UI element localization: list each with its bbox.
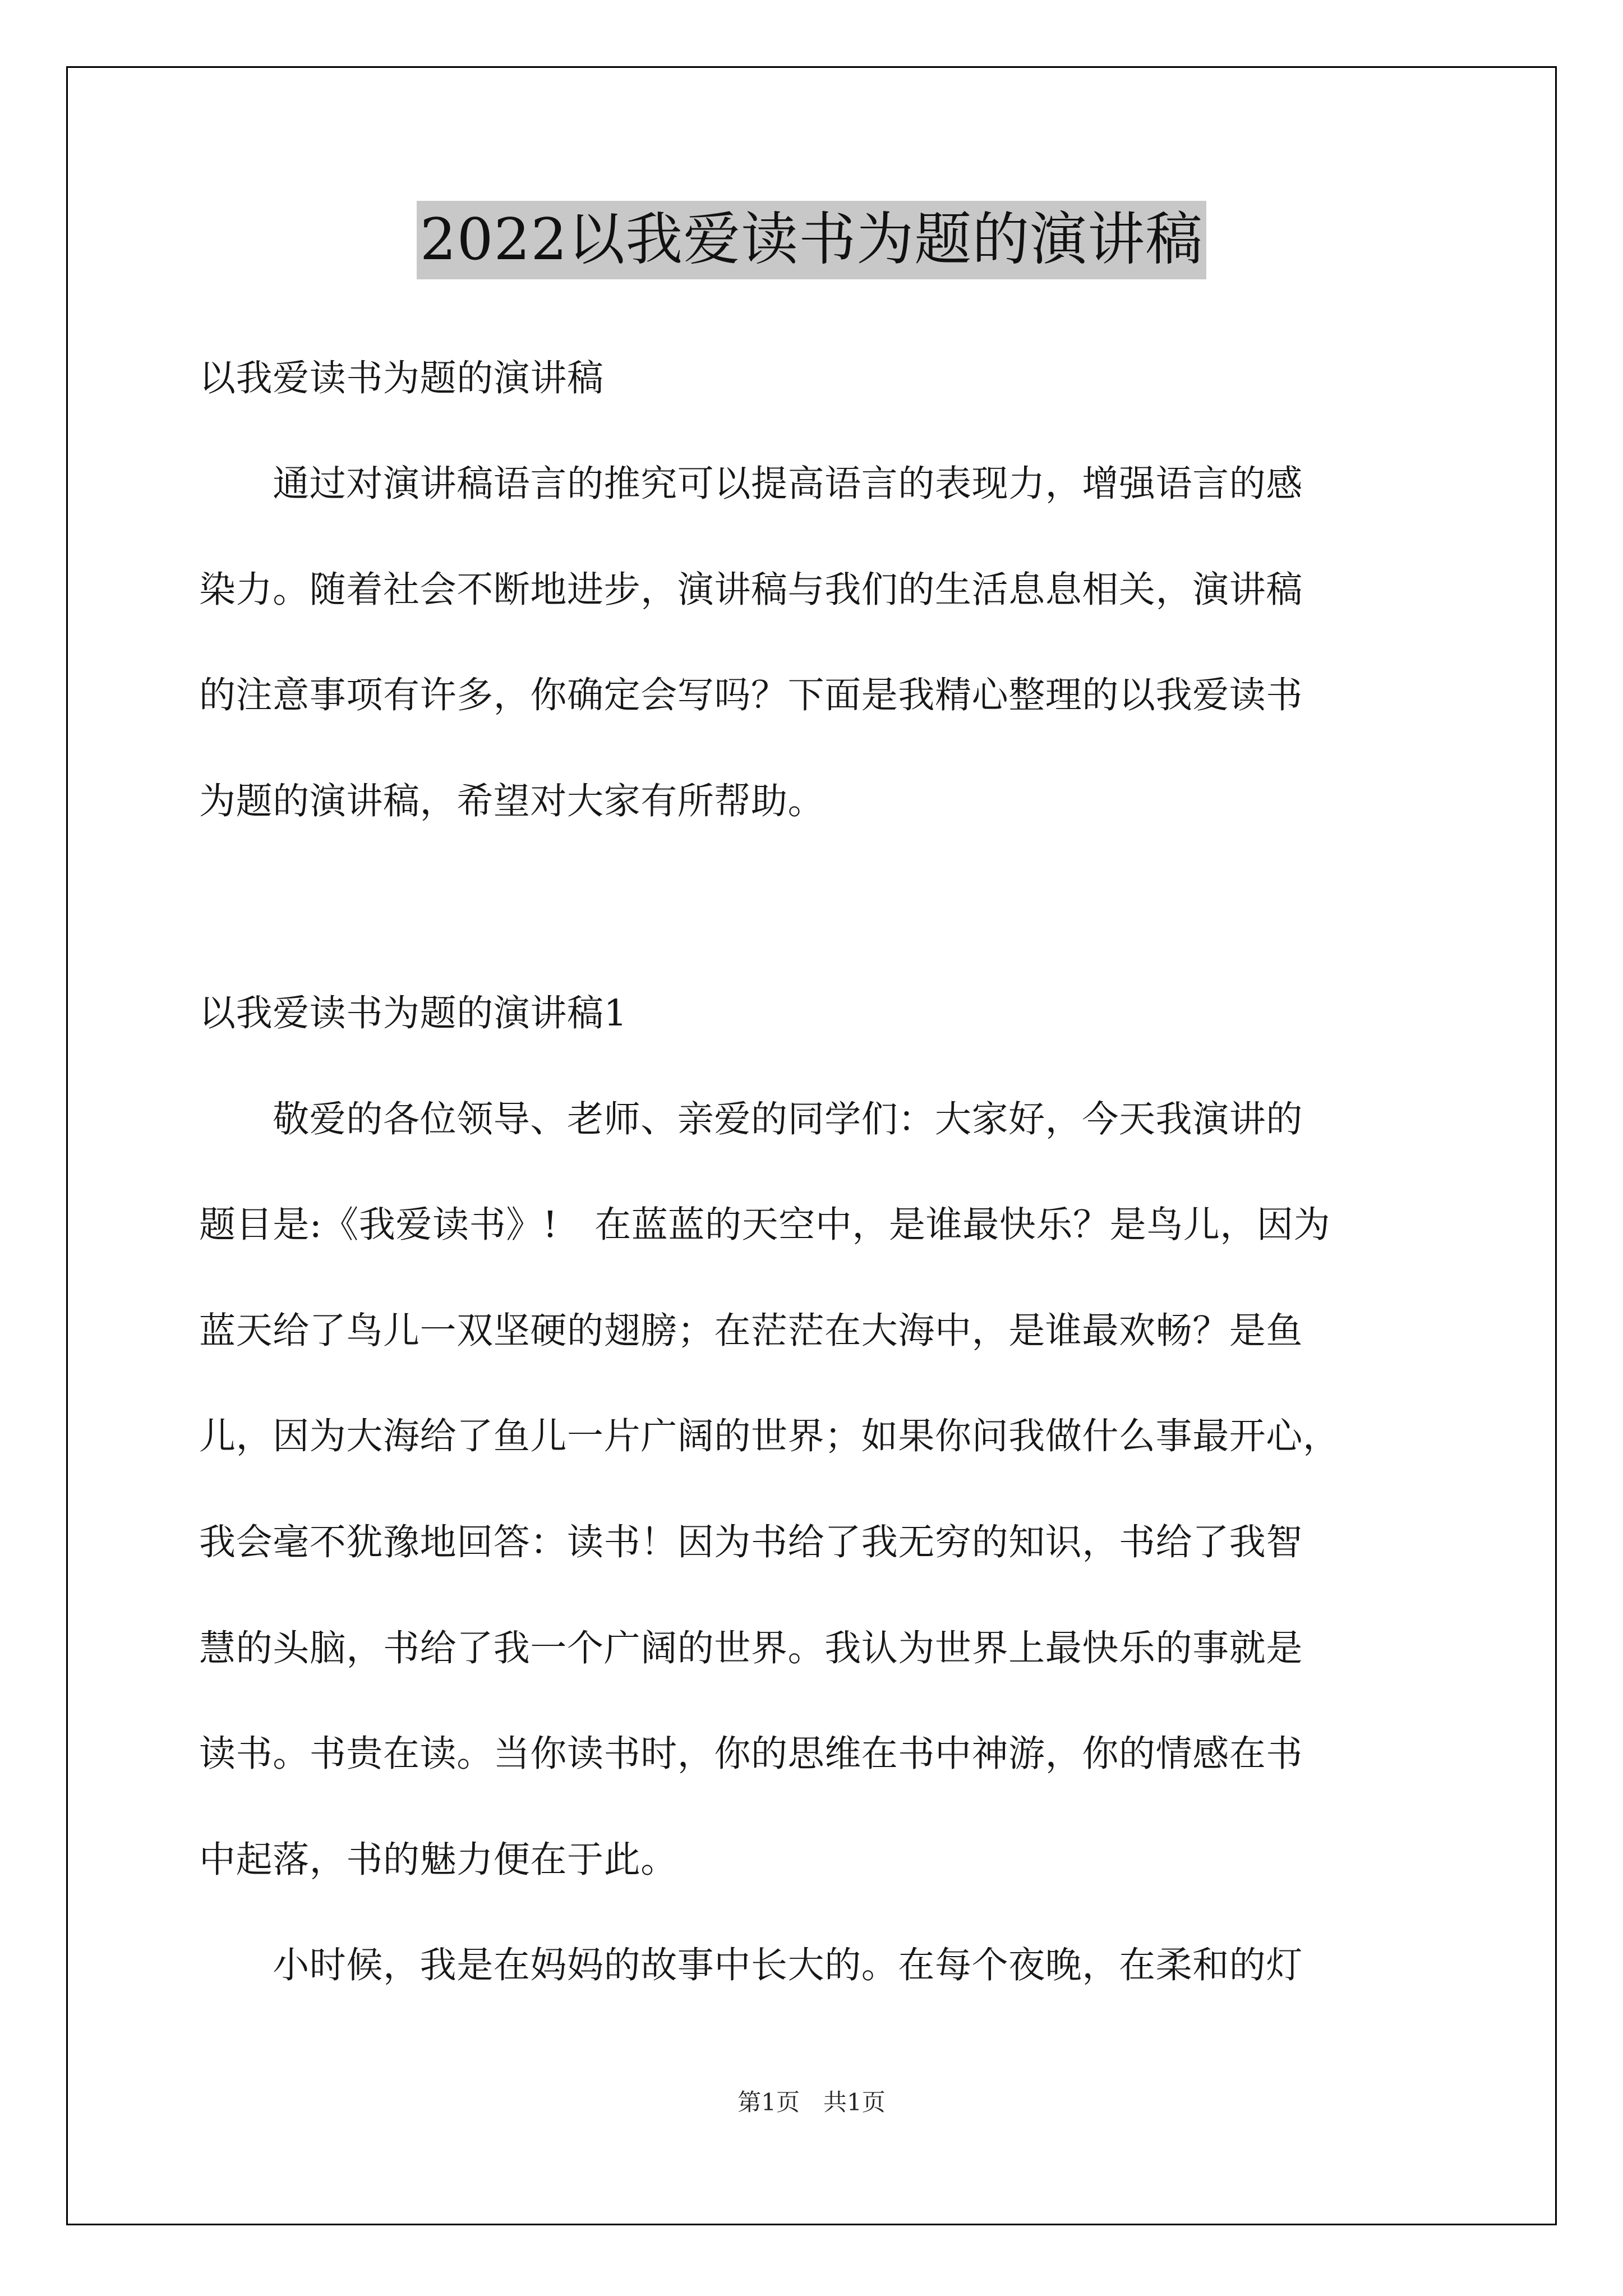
paragraph-line: 小时候，我是在妈妈的故事中长大的。在每个夜晚，在柔和的灯: [199, 1944, 1303, 1986]
paragraph-line: 中起落，书的魅力便在于此。: [199, 1839, 677, 1881]
paragraph-line: 读书。书贵在读。当你读书时，你的思维在书中神游，你的情感在书: [199, 1733, 1303, 1775]
document-title: 2022以我爱读书为题的演讲稿: [417, 201, 1207, 279]
paragraph-line: 的注意事项有许多，你确定会写吗？下面是我精心整理的以我爱读书: [199, 674, 1303, 716]
paragraph-line: 我会毫不犹豫地回答：读书！因为书给了我无穷的知识，书给了我智: [199, 1521, 1303, 1563]
paragraph-line: 敬爱的各位领导、老师、亲爱的同学们：大家好，今天我演讲的: [199, 1098, 1303, 1140]
paragraph-line: 通过对演讲稿语言的推究可以提高语言的表现力，增强语言的感: [199, 463, 1303, 505]
section-heading: 以我爱读书为题的演讲稿1: [199, 992, 628, 1034]
page-number-footer: 第1页 共1页: [737, 2088, 886, 2116]
paragraph-line: 为题的演讲稿，希望对大家有所帮助。: [199, 780, 825, 822]
paragraph-line: 慧的头脑，书给了我一个广阔的世界。我认为世界上最快乐的事就是: [199, 1627, 1303, 1669]
title-container: [0, 201, 1623, 279]
paragraph-line: 蓝天给了鸟儿一双坚硬的翅膀；在茫茫在大海中，是谁最欢畅？是鱼: [199, 1310, 1303, 1352]
section-heading: 以我爱读书为题的演讲稿: [199, 357, 604, 399]
paragraph-line: 儿，因为大海给了鱼儿一片广阔的世界；如果你问我做什么事最开心，: [199, 1415, 1340, 1457]
paragraph-line: 染力。随着社会不断地进步，演讲稿与我们的生活息息相关，演讲稿: [199, 569, 1303, 611]
paragraph-line: 题目是:《我爱读书》! 在蓝蓝的天空中，是谁最快乐？是鸟儿，因为: [199, 1204, 1331, 1246]
